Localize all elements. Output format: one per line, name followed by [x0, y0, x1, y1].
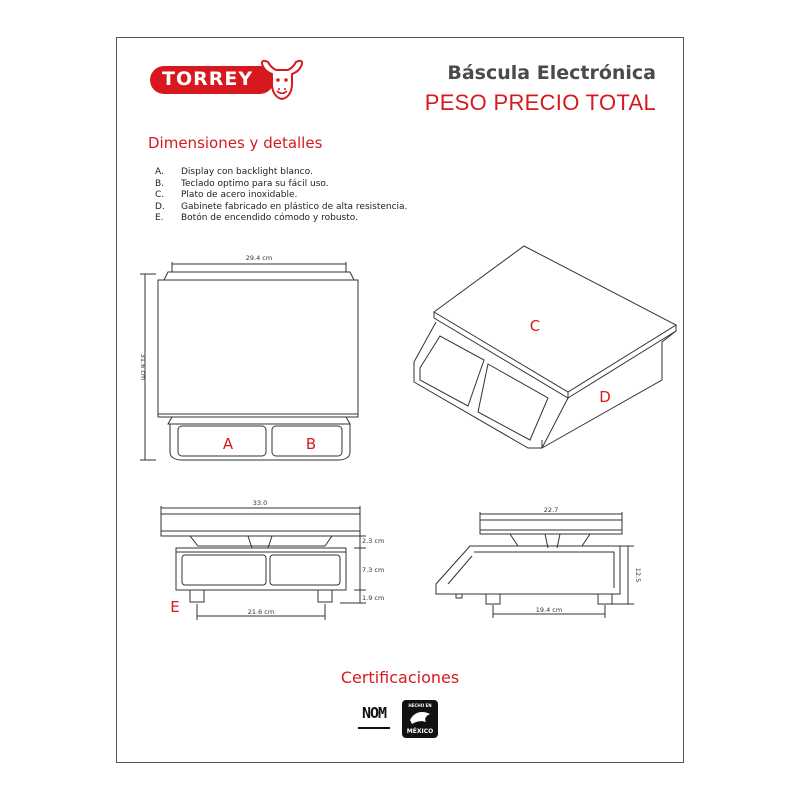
front-foot-height-label: 1.9 cm	[362, 594, 385, 602]
list-item-letter: E.	[155, 213, 164, 223]
brand-name: TORREY	[162, 68, 254, 90]
side-base-width-label: 19.4 cm	[535, 606, 563, 614]
list-item-text: Botón de encendido cómodo y robusto.	[181, 213, 358, 223]
mexico-bottom-text: MÉXICO	[406, 728, 434, 735]
front-base-width-label: 21.6 cm	[247, 608, 275, 616]
callout-a: A	[222, 435, 234, 453]
callout-c: C	[529, 317, 541, 335]
nom-certification-logo	[356, 702, 392, 732]
isometric-view-drawing	[414, 246, 676, 448]
callout-d: D	[599, 388, 611, 406]
callout-b: B	[305, 435, 317, 453]
hecho-en-mexico-logo	[402, 700, 438, 738]
list-item-letter: B.	[155, 178, 165, 189]
callout-e: E	[170, 598, 180, 616]
list-item-letter: A.	[155, 167, 164, 177]
list-item-letter: C.	[155, 190, 165, 200]
front-view-drawing	[161, 506, 366, 620]
mexico-top-text: HECHO EN	[408, 703, 432, 708]
side-width-label: 22.7	[543, 506, 559, 514]
list-item-text: Plato de acero inoxidable.	[181, 190, 298, 200]
list-item-text: Teclado optimo para su fácil uso.	[181, 178, 329, 189]
side-height-label: 12.5	[634, 567, 642, 583]
list-item-text: Display con backlight blanco.	[181, 167, 313, 177]
top-depth-label: 31.6 cm	[139, 353, 147, 381]
nom-label: NOM	[361, 704, 387, 722]
side-view-drawing	[436, 512, 634, 618]
top-view-drawing	[140, 262, 358, 460]
product-subtitle: PESO PRECIO TOTAL	[424, 90, 656, 115]
certifications-heading: Certificaciones	[340, 668, 460, 687]
product-title: Báscula Electrónica	[447, 62, 656, 84]
list-item-text: Gabinete fabricado en plástico de alta resistencia.	[181, 201, 408, 212]
front-plate-height-label: 2.3 cm	[362, 537, 385, 545]
front-body-height-label: 7.3 cm	[362, 566, 385, 574]
nom-underline	[358, 727, 390, 729]
dimensions-heading: Dimensiones y detalles	[148, 134, 323, 152]
top-width-label: 29.4 cm	[245, 254, 273, 262]
list-item-letter: D.	[155, 201, 165, 212]
front-width-label: 33.0	[252, 499, 268, 507]
